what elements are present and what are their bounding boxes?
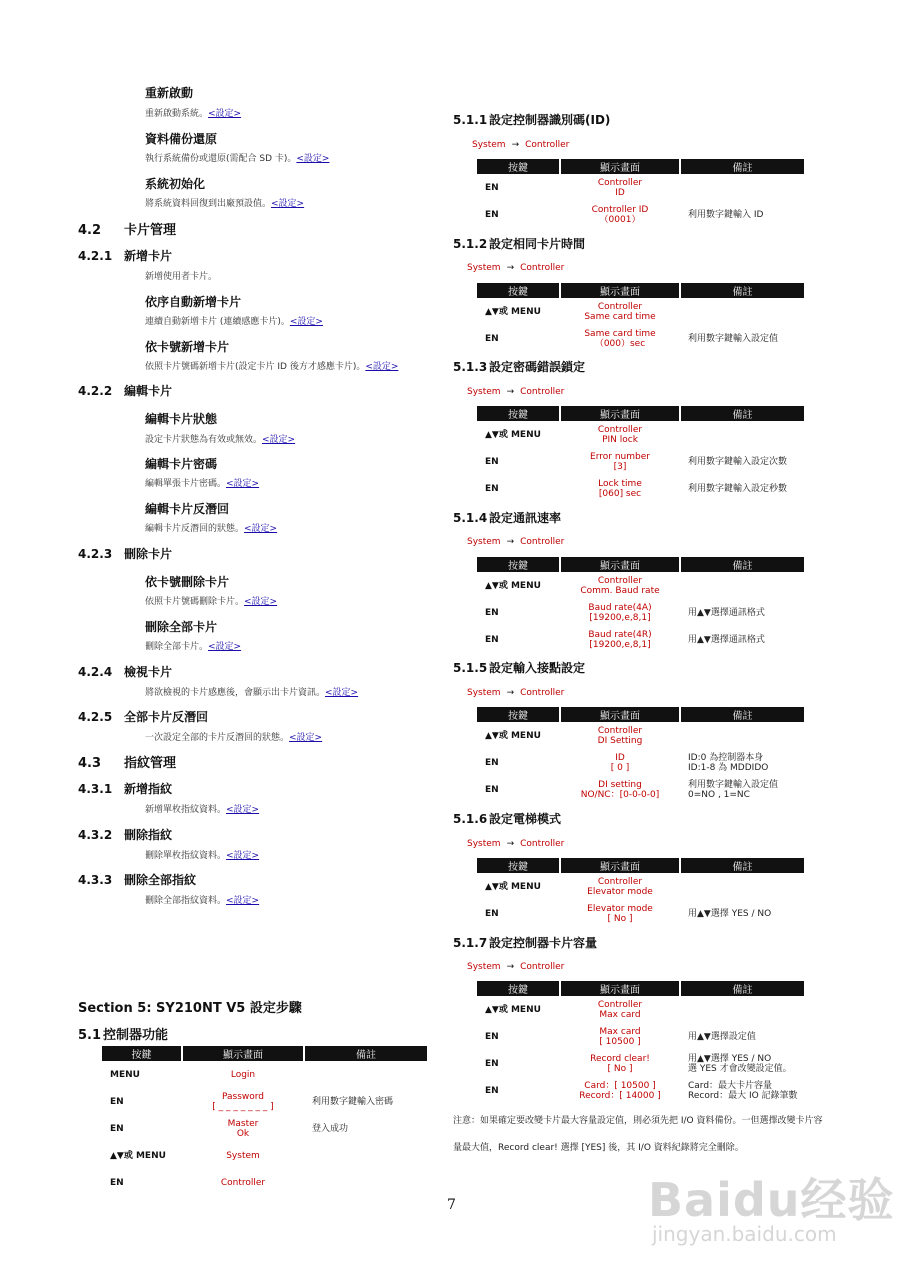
section-heading-4-3-1: 4.3.1 新增指紋 [78, 782, 173, 796]
key-cell: ▲▼或 MENU [485, 730, 541, 741]
col-header-screen: 顯示畫面 [560, 707, 680, 722]
setting-link[interactable]: <設定> [208, 642, 242, 652]
col-header-key: 按鍵 [102, 1046, 182, 1061]
col-header-note: 備註 [680, 159, 804, 174]
key-cell: EN [485, 908, 499, 919]
section-heading-5-1-1: 5.1.1 設定控制器識別碼(ID) [453, 113, 611, 127]
col-header-screen: 顯示畫面 [560, 858, 680, 873]
note-cell [680, 174, 804, 201]
key-cell: EN [485, 1058, 499, 1069]
desc-edit-password: 編輯單張卡片密碼。<設定> [145, 479, 260, 489]
key-cell: ▲▼或 MENU [485, 881, 541, 892]
key-cell: EN [110, 1096, 124, 1107]
subheading-restart: 重新啟動 [145, 86, 194, 100]
menu-path: System → Controller [467, 688, 565, 698]
desc-add-by-number: 依照卡片號碼新增卡片(設定卡片 ID 後方才感應卡片)。<設定> [145, 362, 399, 372]
screen-cell: Controller [220, 1177, 266, 1188]
table-row [477, 900, 804, 927]
setting-link[interactable]: <設定> [271, 199, 305, 209]
setting-link[interactable]: <設定> [289, 733, 323, 743]
screen-cell: Same card time （000）sec [584, 328, 656, 349]
col-header-screen: 顯示畫面 [560, 283, 680, 298]
key-cell: EN [485, 209, 499, 220]
col-header-key: 按鍵 [477, 981, 560, 996]
screen-cell: Master Ok [227, 1118, 259, 1139]
col-header-note: 備註 [680, 858, 804, 873]
key-cell: EN [485, 757, 499, 768]
table-row [477, 996, 804, 1023]
key-cell: ▲▼或 MENU [485, 306, 541, 317]
desc-delete-all: 刪除全部卡片。<設定> [145, 642, 242, 652]
desc-delete-fingerprint: 刪除單枚指紋資料。<設定> [145, 851, 260, 861]
setting-link[interactable]: <設定> [226, 851, 260, 861]
setting-link[interactable]: <設定> [244, 597, 278, 607]
key-cell: EN [485, 634, 499, 645]
key-cell: EN [485, 784, 499, 795]
section-heading-5-1-6: 5.1.6 設定電梯模式 [453, 812, 562, 826]
key-cell: MENU [110, 1069, 140, 1080]
desc-view-card: 將欲檢視的卡片感應後，會顯示出卡片資訊。<設定> [145, 688, 359, 698]
screen-cell: Password [ _ _ _ _ _ _ _ ] [212, 1091, 274, 1112]
col-header-key: 按鍵 [477, 858, 560, 873]
key-cell: EN [485, 483, 499, 494]
note-cell: 用▲▼選擇設定值 [688, 1031, 756, 1042]
col-header-screen: 顯示畫面 [560, 159, 680, 174]
section-heading-5-1-5: 5.1.5 設定輸入接點設定 [453, 661, 586, 675]
subheading-init: 系統初始化 [145, 177, 206, 191]
menu-path: System → Controller [472, 140, 570, 150]
note-cell [680, 996, 804, 1023]
desc-delete-by-number: 依照卡片號碼刪除卡片。<設定> [145, 597, 278, 607]
key-cell: ▲▼或 MENU [110, 1150, 166, 1161]
section-heading-4-2-4: 4.2.4 檢視卡片 [78, 665, 173, 679]
col-header-key: 按鍵 [477, 406, 560, 421]
desc-delete-all-fingerprint: 刪除全部指紋資料。<設定> [145, 896, 260, 906]
note-cell: 利用數字鍵輸入密碼 [312, 1096, 394, 1107]
note-cell: 用▲▼選擇 YES / NO 選 YES 才會改變設定值。 [688, 1053, 792, 1074]
note-cell: 利用數字鍵輸入 ID [688, 209, 764, 220]
screen-cell: Controller Same card time [584, 301, 656, 322]
key-cell: EN [485, 333, 499, 344]
note-cell [680, 572, 804, 599]
setting-link[interactable]: <設定> [226, 479, 260, 489]
table-row [477, 1077, 804, 1104]
screen-cell: ID [ 0 ] [610, 752, 630, 773]
setting-link[interactable]: <設定> [226, 805, 260, 815]
setting-link[interactable]: <設定> [208, 109, 242, 119]
table-row [477, 572, 804, 599]
screen-cell: Lock time [060] sec [598, 478, 642, 499]
section-heading-5-1-7: 5.1.7 設定控制器卡片容量 [453, 936, 598, 950]
desc-backup: 執行系統備份或還原(需配合 SD 卡)。<設定> [145, 154, 330, 164]
screen-cell: Elevator mode [ No ] [587, 903, 653, 924]
table-row [477, 448, 804, 475]
key-cell: ▲▼或 MENU [485, 580, 541, 591]
screen-cell: Controller ID [597, 177, 643, 198]
section-heading-4-3-3: 4.3.3 刪除全部指紋 [78, 873, 197, 887]
col-header-screen: 顯示畫面 [560, 557, 680, 572]
desc-auto-add: 連續自動新增卡片 (連續感應卡片)。<設定> [145, 317, 323, 327]
key-cell: EN [485, 456, 499, 467]
note-cell: 用▲▼選擇 YES / NO [688, 908, 772, 919]
screen-cell: Max card [ 10500 ] [599, 1026, 641, 1047]
screen-cell: Controller PIN lock [597, 424, 643, 445]
table-row [477, 722, 804, 749]
note-cell: 用▲▼選擇通訊格式 [688, 607, 765, 618]
section-heading-4-3-2: 4.3.2 刪除指紋 [78, 828, 173, 842]
col-header-note: 備註 [680, 557, 804, 572]
page-number: 7 [447, 1197, 456, 1213]
setting-link[interactable]: <設定> [325, 688, 359, 698]
menu-path: System → Controller [467, 537, 565, 547]
screen-cell: Controller DI Setting [597, 725, 643, 746]
table-row [477, 201, 804, 228]
col-header-note: 備註 [680, 707, 804, 722]
note-cell: 利用數字鍵輸入設定次數 [688, 456, 788, 467]
setting-link[interactable]: <設定> [226, 896, 260, 906]
table-5-1-1 [477, 159, 804, 228]
menu-path: System → Controller [467, 387, 565, 397]
screen-cell: Card：[ 10500 ] Record：[ 14000 ] [579, 1080, 661, 1101]
section-5-title: Section 5: SY210NT V5 設定步驟 [78, 1001, 302, 1016]
col-header-note: 備註 [304, 1046, 427, 1061]
desc-init: 將系統資料回復到出廠預設值。<設定> [145, 199, 305, 209]
screen-cell: Controller Elevator mode [587, 876, 653, 897]
setting-link[interactable]: <設定> [296, 154, 330, 164]
key-cell: EN [485, 1031, 499, 1042]
key-cell: EN [485, 607, 499, 618]
table-5-1-3 [477, 406, 804, 502]
section-heading-5-1-4: 5.1.4 設定通訊速率 [453, 511, 562, 525]
screen-cell: Record clear! [ No ] [590, 1053, 650, 1074]
setting-link[interactable]: <設定> [262, 435, 296, 445]
note-cell: Card：最大卡片容量 Record：最大 IO 記錄筆數 [688, 1080, 798, 1101]
setting-link[interactable]: <設定> [244, 524, 278, 534]
menu-path: System → Controller [467, 839, 565, 849]
section-heading-5-1: 5.1 控制器功能 [78, 1028, 169, 1043]
subheading-edit-status: 編輯卡片狀態 [145, 412, 218, 426]
screen-cell: DI setting NO/NC：[0-0-0-0] [580, 779, 660, 800]
desc-edit-status: 設定卡片狀態為有效或無效。<設定> [145, 435, 296, 445]
section-heading-5-1-3: 5.1.3 設定密碼錯誤鎖定 [453, 360, 586, 374]
table-5-1-2 [477, 283, 804, 352]
table-5-1-4 [477, 557, 804, 653]
screen-cell: Controller Comm. Baud rate [580, 575, 660, 596]
desc-edit-antipassback: 編輯卡片反潛回的狀態。<設定> [145, 524, 278, 534]
table-row [477, 475, 804, 502]
baidu-watermark-url: jingyan.baidu.com [652, 1222, 837, 1246]
note-cell: ID:0 為控制器本身 ID:1-8 為 MDDIDO [688, 752, 769, 773]
key-cell: EN [485, 182, 499, 193]
note-cell: 利用數字鍵輸入設定值 [688, 333, 779, 344]
subheading-backup: 資料備份還原 [145, 132, 218, 146]
subheading-auto-add: 依序自動新增卡片 [145, 295, 242, 309]
table-row [477, 1050, 804, 1077]
desc-add-card: 新增使用者卡片。 [145, 272, 218, 282]
key-cell: EN [110, 1177, 124, 1188]
table-row [477, 599, 804, 626]
note-line-1: 注意：如果確定要改變卡片最大容量設定值，則必須先把 I/O 資料備份。一但選擇改變卡片容 [453, 1116, 823, 1126]
col-header-key: 按鍵 [477, 159, 560, 174]
note-cell [680, 421, 804, 448]
menu-path: System → Controller [467, 962, 565, 972]
table-row [477, 325, 804, 352]
screen-cell: Controller Max card [597, 999, 643, 1020]
note-cell [680, 873, 804, 900]
note-cell [680, 298, 804, 325]
screen-cell: Error number [3] [590, 451, 650, 472]
desc-add-fingerprint: 新增單枚指紋資料。<設定> [145, 805, 260, 815]
note-cell: 登入成功 [312, 1123, 349, 1134]
table-row [477, 626, 804, 653]
menu-path: System → Controller [467, 263, 565, 273]
screen-cell: Controller ID （0001） [591, 204, 649, 225]
table-5-1-5 [477, 707, 804, 803]
table-5-1-7 [477, 981, 804, 1104]
baidu-watermark-logo: Baidu经验 [648, 1173, 895, 1227]
desc-all-antipassback: 一次設定全部的卡片反潛回的狀態。<設定> [145, 733, 323, 743]
subheading-delete-all: 刪除全部卡片 [145, 620, 218, 634]
section-heading-4-3: 4.3 指紋管理 [78, 756, 177, 771]
note-cell: 利用數字鍵輸入設定值 0=NO , 1=NC [688, 779, 779, 800]
note-cell: 用▲▼選擇通訊格式 [688, 634, 765, 645]
key-cell: EN [485, 1085, 499, 1096]
section-heading-4-2-2: 4.2.2 編輯卡片 [78, 384, 173, 398]
subheading-edit-password: 編輯卡片密碼 [145, 457, 218, 471]
table-row [477, 421, 804, 448]
setting-link[interactable]: <設定> [365, 362, 399, 372]
col-header-key: 按鍵 [477, 707, 560, 722]
col-header-key: 按鍵 [477, 283, 560, 298]
col-header-note: 備註 [680, 406, 804, 421]
section-heading-5-1-2: 5.1.2 設定相同卡片時間 [453, 237, 586, 251]
note-line-2: 量最大值，Record clear! 選擇 [YES] 後，其 I/O 資料紀錄將完全刪除。 [453, 1143, 744, 1153]
section-heading-4-2-5: 4.2.5 全部卡片反潛回 [78, 710, 209, 724]
subheading-delete-by-number: 依卡號刪除卡片 [145, 575, 230, 589]
key-cell: EN [110, 1123, 124, 1134]
setting-link[interactable]: <設定> [289, 317, 323, 327]
screen-cell: Login [230, 1069, 256, 1080]
subheading-add-by-number: 依卡號新增卡片 [145, 340, 230, 354]
note-cell [680, 722, 804, 749]
screen-cell: System [226, 1150, 260, 1161]
col-header-note: 備註 [680, 981, 804, 996]
section-heading-4-2: 4.2 卡片管理 [78, 223, 177, 238]
section-heading-4-2-3: 4.2.3 刪除卡片 [78, 547, 173, 561]
col-header-screen: 顯示畫面 [560, 981, 680, 996]
table-row [477, 776, 804, 803]
screen-cell: Baud rate(4R) [19200,e,8,1] [588, 629, 652, 650]
table-row [477, 174, 804, 201]
table-row [477, 298, 804, 325]
col-header-screen: 顯示畫面 [560, 406, 680, 421]
note-cell: 利用數字鍵輸入設定秒數 [688, 483, 788, 494]
table-row [477, 1023, 804, 1050]
subheading-edit-antipassback: 編輯卡片反潛回 [145, 502, 230, 516]
key-cell: ▲▼或 MENU [485, 429, 541, 440]
section-heading-4-2-1: 4.2.1 新增卡片 [78, 249, 173, 263]
desc-restart: 重新啟動系統。<設定> [145, 109, 242, 119]
table-5-1-6 [477, 858, 804, 927]
col-header-note: 備註 [680, 283, 804, 298]
screen-cell: Baud rate(4A) [19200,e,8,1] [588, 602, 652, 623]
key-cell: ▲▼或 MENU [485, 1004, 541, 1015]
col-header-key: 按鍵 [477, 557, 560, 572]
table-row [477, 749, 804, 776]
col-header-screen: 顯示畫面 [182, 1046, 304, 1061]
table-row [477, 873, 804, 900]
